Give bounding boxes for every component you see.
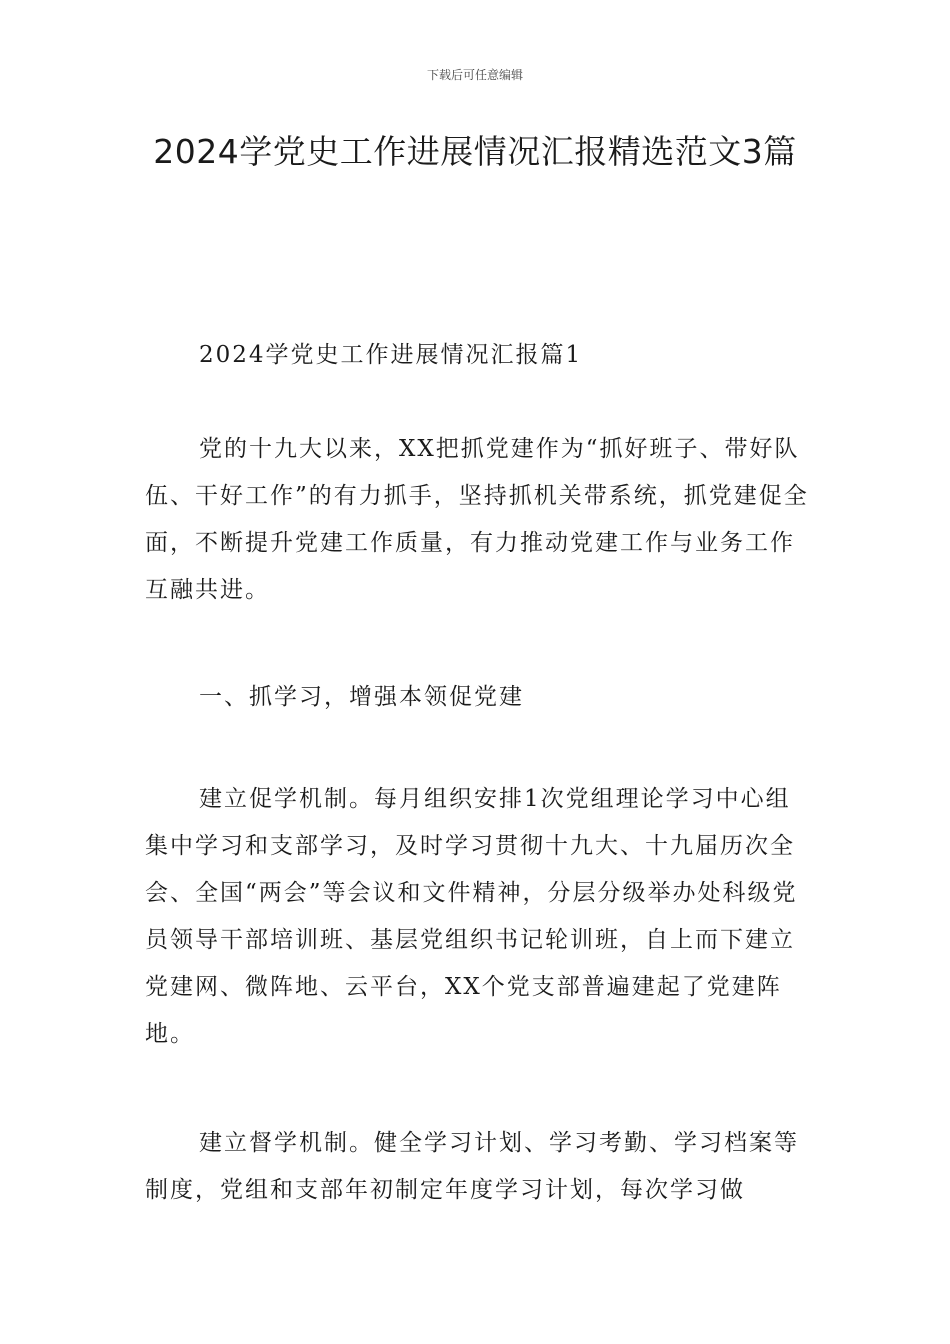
section-heading-1: 一、抓学习，增强本领促党建 [199, 684, 524, 710]
paragraph-study-mechanism: 建立促学机制。每月组织安排1次党组理论学习中心组集中学习和支部学习，及时学习贯彻十九大、十九届历次全会、全国“两会”等会议和文件精神，分层分级举办处科级党员领导干部培训班、基层党组织书记轮训班，自上而下建立党建网、微阵地、云平台，XX个党支部普遍建起了党建阵地。 [145, 786, 798, 1047]
header-note: 下载后可任意编辑 [426, 68, 523, 82]
paragraph-intro: 党的十九大以来，XX把抓党建作为“抓好班子、带好队伍、干好工作”的有力抓手，坚持抓机关带系统，抓党建促全面，不断提升党建工作质量，有力推动党建工作与业务工作互融共进。 [145, 436, 809, 603]
document-title: 2024学党史工作进展情况汇报精选范文3篇 [153, 132, 797, 171]
paragraph-supervision-mechanism: 建立督学机制。健全学习计划、学习考勤、学习档案等制度，党组和支部年初制定年度学习计划，每次学习做 [145, 1130, 799, 1203]
section-title: 2024学党史工作进展情况汇报篇1 [199, 342, 583, 368]
